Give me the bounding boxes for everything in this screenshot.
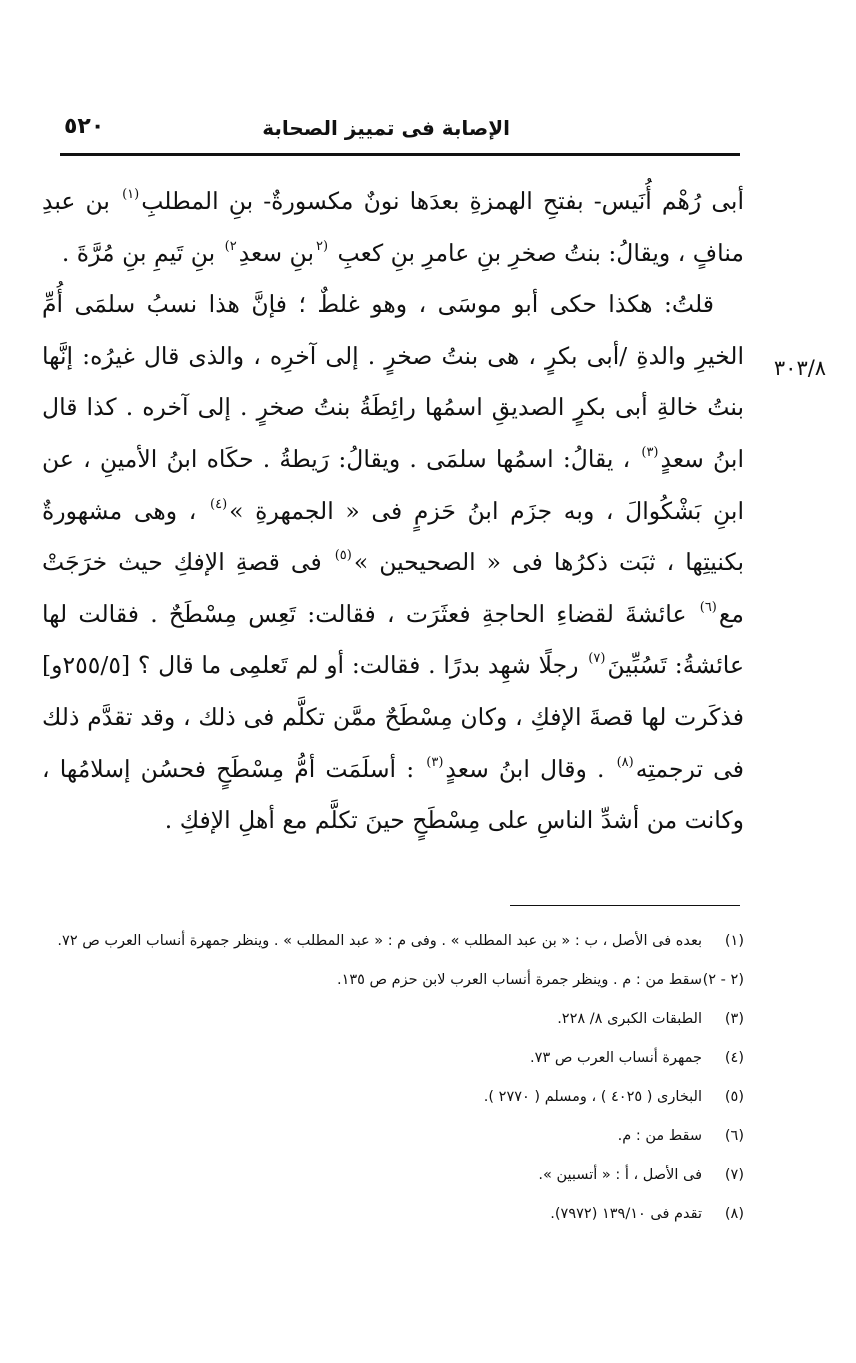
text-segment: ، يقالُ: اسمُها سلمَى . ويقالُ: رَيطةُ . حكَاه ابنُ الأمينِ ، عن ابنِ بَشْكُوالَ ، وبه جزَم ابنُ حَزمٍ فى « الجمهرةِ » [42,444,744,525]
footnote-text: البخارى ( ٤٠٢٥ ) ، ومسلم ( ٢٧٧٠ ). [483,1089,702,1105]
footnote [40,961,744,1000]
footnote [40,1156,744,1195]
text-segment: بن عبدِ منافٍ ، ويقالُ: بنتُ صخرِ بنِ عامرِ بنِ كعبِ [42,187,744,267]
footnote-rule [510,905,740,906]
text-segment: عائشةَ لقضاءِ الحاجةِ فعثَرَت ، فقالت: تَعِس مِسْطَحٌ . فقالت لها عائشةُ: تَسُبِّينَ [42,599,744,680]
footnote [40,1039,744,1078]
footnote-ref: (٣) [426,754,444,770]
footnote-text: بعده فى الأصل ، ب : « بن عبد المطلب » . وفى م : « عبد المطلب » . وينظر جمهرة أنساب العرب ص ٧٢. [57,933,702,949]
footnote-number: (١) [724,933,744,949]
footnote [40,1195,744,1234]
footnote-ref: (٧) [588,651,606,667]
text-segment: بنِ سعدِ [238,238,314,267]
footnote [40,1078,744,1117]
footnote-ref: (٥) [334,548,352,564]
footnotes [40,922,744,1234]
footnote [40,1117,744,1156]
text-segment: ، وهى مشهورةٌ بكنيتِها ، ثبَت ذكرُها فى « الصحيحين » [42,496,744,577]
footnote-ref: (٦) [699,599,717,615]
footnote-number: (٨) [724,1206,744,1222]
running-header [60,112,740,148]
footnote [40,1000,744,1039]
footnote-ref: ٢) [224,238,237,254]
page-number: ٥٢٠ [64,114,105,139]
text-segment: . وقال ابنُ سعدٍ [445,754,605,783]
footnote-ref: (٤) [210,496,228,512]
text-segment: : أسلَمَت أمُّ مِسْطَحٍ فحسُن إسلامُها ، وكانت من أشدِّ الناسِ على مِسْطَحٍ حينَ تكلَّم مع أهلِ الإفكِ . [42,754,744,835]
footnote-number: (٤) [724,1050,744,1066]
footnote-number: (٣) [724,1011,744,1027]
footnote-number: (٧) [724,1167,744,1183]
footnote-number: (٦) [724,1128,744,1144]
header-rule [60,153,740,156]
text-segment: قلتُ: هكذا حكى أبو موسَى ، وهو غلطٌ ؛ فإنَّ هذا نسبُ سلمَى أُمِّ الخيرِ والدةِ /أبى بكرٍ ، هى بنتُ صخرٍ . إلى آخرِه ، والذى قال غيرُه: إنَّها بنتُ خالةِ أبى بكرٍ الصديقِ اسمُها رائِطَةُ بنتُ صخرٍ . إلى آخره . كذا قال ابنُ سعدٍ [42,290,744,473]
text-segment: رجلًا شهِد بدرًا . فقالت: أو لم تَعلمِى ما قال ؟ [٢٥٥/٥و] فذكَرت لها قصةَ الإفكِ ، وكان مِسْطَحٌ ممَّن تكلَّم فى ذلك ، وقد تقدَّم ذلك فى ترجمتِه [42,651,744,783]
margin-reference: ٣٠٣/٨ [773,356,827,380]
page-title: الإصابة فى تمييز الصحابة [262,116,510,140]
text-segment: بنِ تَيمِ بنِ مُرَّةَ . [61,238,216,267]
footnote-text: الطبقات الكبرى ٨/ ٢٢٨. [557,1011,702,1027]
text-segment: فى قصةِ الإفكِ حيث خرَجَتْ مع [42,548,744,628]
footnote-text: فى الأصل ، أ : « أتسبين ». [538,1167,702,1183]
paragraph-1 [42,176,744,279]
footnote-ref: (٢ [315,238,329,254]
footnote [40,922,744,961]
footnote-number: (٥) [724,1089,744,1105]
footnote-text: تقدم فى ١٣٩/١٠ (٧٩٧٢). [550,1206,702,1222]
footnote-text: سقط من : م. [617,1128,702,1144]
footnote-number: (٢ - ٢) [702,972,744,988]
main-text [42,176,744,847]
footnote-ref: (١) [122,187,140,202]
footnote-ref: (٨) [616,754,634,770]
footnote-ref: (٣) [641,444,659,460]
footnote-text: سقط من : م . وينظر جمرة أنساب العرب لابن حزم ص ١٣٥. [336,972,702,988]
paragraph-2 [42,279,744,847]
footnote-text: جمهرة أنساب العرب ص ٧٣. [530,1050,702,1066]
text-segment: أبى رُهْم أُنَيس- بفتحِ الهمزةِ بعدَها نونٌ مكسورةٌ- بنِ المطلبِ [141,187,744,215]
